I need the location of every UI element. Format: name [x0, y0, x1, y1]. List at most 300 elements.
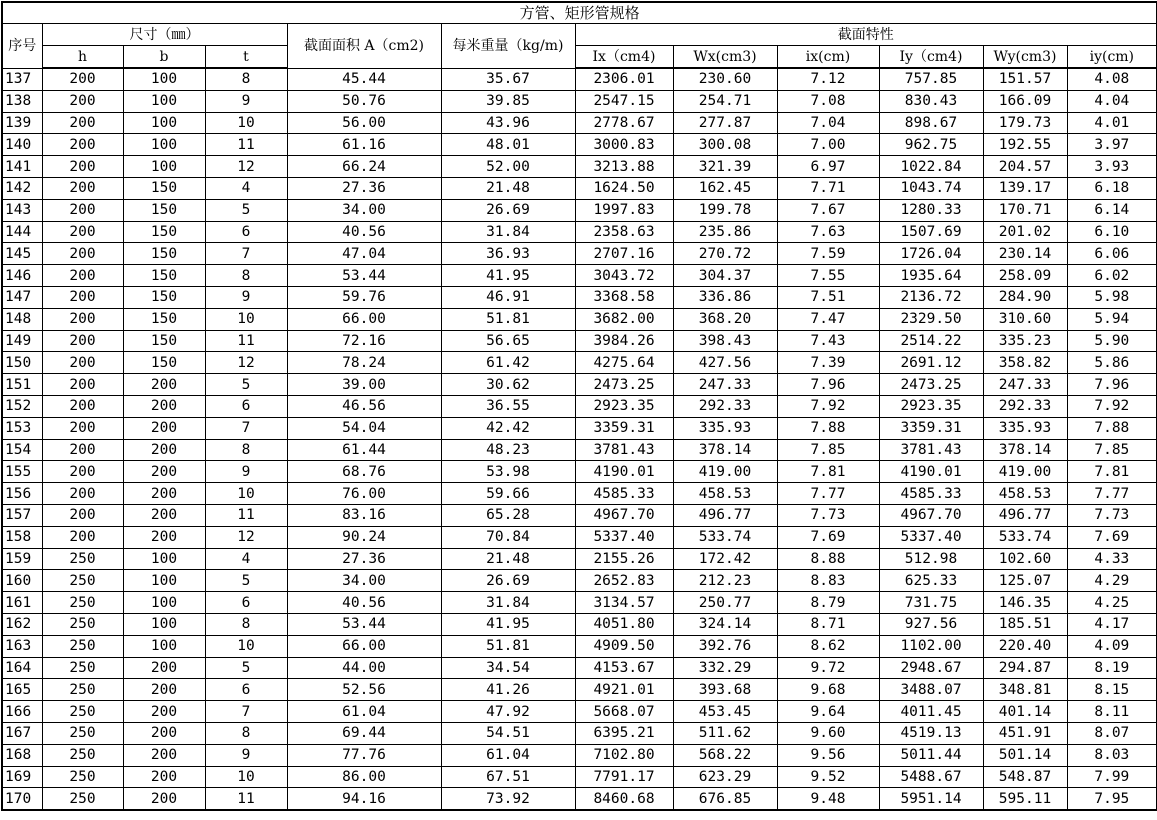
- cell-b: 150: [123, 286, 205, 308]
- cell-h: 250: [42, 548, 123, 570]
- cell-iy-radius: 7.88: [1067, 417, 1157, 439]
- cell-wx: 332.29: [673, 657, 777, 679]
- cell-t: 7: [205, 701, 287, 723]
- cell-seq: 140: [2, 134, 42, 156]
- cell-h: 250: [42, 613, 123, 635]
- cell-iy-radius: 4.09: [1067, 635, 1157, 657]
- cell-wy: 335.93: [983, 417, 1067, 439]
- cell-weight: 54.51: [441, 722, 575, 744]
- cell-ix-radius: 7.96: [777, 374, 879, 396]
- cell-b: 200: [123, 439, 205, 461]
- cell-h: 200: [42, 417, 123, 439]
- cell-iy-radius: 4.08: [1067, 68, 1157, 90]
- cell-ix-radius: 6.97: [777, 156, 879, 178]
- cell-iy-moment: 4011.45: [879, 701, 983, 723]
- cell-seq: 151: [2, 374, 42, 396]
- cell-h: 200: [42, 504, 123, 526]
- cell-ix-radius: 9.60: [777, 722, 879, 744]
- cell-ix-moment: 3984.26: [575, 330, 673, 352]
- cell-wx: 623.29: [673, 766, 777, 788]
- cell-wx: 300.08: [673, 134, 777, 156]
- table-row: [2, 286, 1157, 308]
- cell-ix-moment: 3134.57: [575, 592, 673, 614]
- cell-weight: 52.00: [441, 156, 575, 178]
- cell-h: 250: [42, 788, 123, 810]
- cell-seq: 152: [2, 395, 42, 417]
- cell-ix-moment: 1997.83: [575, 199, 673, 221]
- table-row: [2, 483, 1157, 505]
- table-row: [2, 504, 1157, 526]
- cell-iy-moment: 1043.74: [879, 177, 983, 199]
- cell-ix-moment: 7102.80: [575, 744, 673, 766]
- table-header: [2, 2, 1157, 68]
- cell-ix-moment: 2306.01: [575, 68, 673, 90]
- cell-weight: 56.65: [441, 330, 575, 352]
- cell-wx: 172.42: [673, 548, 777, 570]
- cell-weight: 51.81: [441, 308, 575, 330]
- table-row: [2, 657, 1157, 679]
- cell-iy-radius: 3.93: [1067, 156, 1157, 178]
- cell-b: 150: [123, 265, 205, 287]
- cell-iy-radius: 4.33: [1067, 548, 1157, 570]
- cell-weight: 35.67: [441, 68, 575, 90]
- cell-ix-radius: 7.69: [777, 526, 879, 548]
- cell-wx: 162.45: [673, 177, 777, 199]
- cell-h: 200: [42, 68, 123, 90]
- cell-t: 11: [205, 134, 287, 156]
- cell-ix-moment: 4921.01: [575, 679, 673, 701]
- cell-wx: 321.39: [673, 156, 777, 178]
- table-row: [2, 744, 1157, 766]
- cell-weight: 48.23: [441, 439, 575, 461]
- cell-iy-moment: 1507.69: [879, 221, 983, 243]
- cell-weight: 42.42: [441, 417, 575, 439]
- cell-t: 9: [205, 90, 287, 112]
- cell-ix-radius: 7.59: [777, 243, 879, 265]
- cell-wy: 247.33: [983, 374, 1067, 396]
- cell-h: 200: [42, 221, 123, 243]
- cell-area: 61.16: [287, 134, 441, 156]
- cell-t: 12: [205, 156, 287, 178]
- cell-iy-moment: 757.85: [879, 68, 983, 90]
- cell-wx: 335.93: [673, 417, 777, 439]
- cell-iy-radius: 5.94: [1067, 308, 1157, 330]
- cell-b: 100: [123, 548, 205, 570]
- cell-b: 100: [123, 613, 205, 635]
- cell-wx: 324.14: [673, 613, 777, 635]
- cell-area: 61.04: [287, 701, 441, 723]
- cell-wx: 511.62: [673, 722, 777, 744]
- cell-wy: 548.87: [983, 766, 1067, 788]
- cell-seq: 137: [2, 68, 42, 90]
- cell-iy-radius: 7.69: [1067, 526, 1157, 548]
- cell-wx: 496.77: [673, 504, 777, 526]
- cell-iy-moment: 1102.00: [879, 635, 983, 657]
- cell-ix-radius: 7.88: [777, 417, 879, 439]
- cell-iy-radius: 3.97: [1067, 134, 1157, 156]
- cell-wx: 336.86: [673, 286, 777, 308]
- cell-t: 5: [205, 199, 287, 221]
- cell-seq: 164: [2, 657, 42, 679]
- cell-ix-radius: 8.71: [777, 613, 879, 635]
- cell-iy-radius: 6.18: [1067, 177, 1157, 199]
- cell-ix-moment: 4190.01: [575, 461, 673, 483]
- header-section-group: 截面特性: [575, 24, 1157, 46]
- cell-area: 53.44: [287, 265, 441, 287]
- cell-area: 86.00: [287, 766, 441, 788]
- cell-b: 200: [123, 417, 205, 439]
- cell-ix-radius: 7.51: [777, 286, 879, 308]
- cell-iy-radius: 6.14: [1067, 199, 1157, 221]
- cell-area: 56.00: [287, 112, 441, 134]
- cell-b: 150: [123, 221, 205, 243]
- cell-area: 46.56: [287, 395, 441, 417]
- cell-wy: 595.11: [983, 788, 1067, 810]
- cell-b: 200: [123, 766, 205, 788]
- cell-h: 200: [42, 199, 123, 221]
- cell-iy-moment: 5337.40: [879, 526, 983, 548]
- cell-b: 100: [123, 156, 205, 178]
- cell-weight: 43.96: [441, 112, 575, 134]
- cell-weight: 51.81: [441, 635, 575, 657]
- cell-b: 200: [123, 657, 205, 679]
- header-wy: Wy(cm3): [983, 46, 1067, 69]
- table-row: [2, 635, 1157, 657]
- cell-ix-moment: 4585.33: [575, 483, 673, 505]
- cell-iy-radius: 5.98: [1067, 286, 1157, 308]
- cell-seq: 147: [2, 286, 42, 308]
- cell-iy-radius: 6.10: [1067, 221, 1157, 243]
- cell-t: 6: [205, 221, 287, 243]
- table-row: [2, 199, 1157, 221]
- cell-wy: 451.91: [983, 722, 1067, 744]
- cell-iy-moment: 3488.07: [879, 679, 983, 701]
- cell-t: 8: [205, 439, 287, 461]
- cell-area: 68.76: [287, 461, 441, 483]
- cell-weight: 34.54: [441, 657, 575, 679]
- cell-b: 100: [123, 570, 205, 592]
- cell-wx: 235.86: [673, 221, 777, 243]
- cell-weight: 61.04: [441, 744, 575, 766]
- cell-area: 66.00: [287, 308, 441, 330]
- cell-ix-moment: 2652.83: [575, 570, 673, 592]
- cell-iy-moment: 5951.14: [879, 788, 983, 810]
- cell-ix-radius: 7.12: [777, 68, 879, 90]
- cell-ix-moment: 4051.80: [575, 613, 673, 635]
- cell-ix-moment: 7791.17: [575, 766, 673, 788]
- cell-wy: 258.09: [983, 265, 1067, 287]
- cell-t: 8: [205, 68, 287, 90]
- cell-ix-moment: 2547.15: [575, 90, 673, 112]
- cell-ix-moment: 2923.35: [575, 395, 673, 417]
- cell-h: 200: [42, 177, 123, 199]
- cell-seq: 170: [2, 788, 42, 810]
- cell-weight: 26.69: [441, 199, 575, 221]
- cell-wy: 179.73: [983, 112, 1067, 134]
- cell-h: 200: [42, 112, 123, 134]
- cell-iy-moment: 2691.12: [879, 352, 983, 374]
- cell-h: 200: [42, 330, 123, 352]
- cell-area: 50.76: [287, 90, 441, 112]
- table-row: [2, 265, 1157, 287]
- cell-t: 7: [205, 417, 287, 439]
- cell-ix-moment: 3043.72: [575, 265, 673, 287]
- cell-area: 61.44: [287, 439, 441, 461]
- cell-seq: 167: [2, 722, 42, 744]
- cell-wy: 358.82: [983, 352, 1067, 374]
- header-area: 截面面积 A（cm2): [287, 24, 441, 69]
- cell-wx: 247.33: [673, 374, 777, 396]
- cell-b: 200: [123, 722, 205, 744]
- cell-wy: 401.14: [983, 701, 1067, 723]
- cell-weight: 65.28: [441, 504, 575, 526]
- cell-seq: 161: [2, 592, 42, 614]
- cell-wx: 270.72: [673, 243, 777, 265]
- cell-seq: 157: [2, 504, 42, 526]
- cell-iy-moment: 1935.64: [879, 265, 983, 287]
- table-row: [2, 548, 1157, 570]
- cell-t: 4: [205, 177, 287, 199]
- cell-wy: 294.87: [983, 657, 1067, 679]
- cell-weight: 31.84: [441, 221, 575, 243]
- cell-t: 10: [205, 308, 287, 330]
- table-row: [2, 417, 1157, 439]
- cell-iy-moment: 2948.67: [879, 657, 983, 679]
- cell-wy: 125.07: [983, 570, 1067, 592]
- cell-iy-moment: 4519.13: [879, 722, 983, 744]
- cell-wy: 230.14: [983, 243, 1067, 265]
- cell-wx: 230.60: [673, 68, 777, 90]
- table-row: [2, 526, 1157, 548]
- header-weight: 每米重量（kg/m): [441, 24, 575, 69]
- cell-h: 250: [42, 679, 123, 701]
- cell-area: 45.44: [287, 68, 441, 90]
- cell-seq: 166: [2, 701, 42, 723]
- cell-ix-moment: 2778.67: [575, 112, 673, 134]
- cell-area: 47.04: [287, 243, 441, 265]
- cell-b: 100: [123, 635, 205, 657]
- cell-iy-moment: 4967.70: [879, 504, 983, 526]
- cell-t: 10: [205, 483, 287, 505]
- cell-h: 250: [42, 570, 123, 592]
- cell-iy-moment: 898.67: [879, 112, 983, 134]
- cell-h: 250: [42, 635, 123, 657]
- cell-wy: 496.77: [983, 504, 1067, 526]
- cell-ix-radius: 9.68: [777, 679, 879, 701]
- cell-ix-radius: 9.64: [777, 701, 879, 723]
- table-row: [2, 68, 1157, 90]
- cell-iy-radius: 7.85: [1067, 439, 1157, 461]
- cell-iy-radius: 5.90: [1067, 330, 1157, 352]
- cell-b: 100: [123, 90, 205, 112]
- cell-area: 59.76: [287, 286, 441, 308]
- cell-ix-moment: 4909.50: [575, 635, 673, 657]
- cell-wx: 254.71: [673, 90, 777, 112]
- cell-ix-radius: 7.81: [777, 461, 879, 483]
- table-row: [2, 352, 1157, 374]
- cell-seq: 139: [2, 112, 42, 134]
- cell-b: 200: [123, 395, 205, 417]
- cell-ix-moment: 2358.63: [575, 221, 673, 243]
- cell-iy-moment: 2473.25: [879, 374, 983, 396]
- table-body: [2, 68, 1157, 810]
- cell-iy-moment: 3781.43: [879, 439, 983, 461]
- cell-wx: 392.76: [673, 635, 777, 657]
- cell-weight: 73.92: [441, 788, 575, 810]
- cell-wy: 284.90: [983, 286, 1067, 308]
- cell-area: 66.00: [287, 635, 441, 657]
- cell-t: 5: [205, 570, 287, 592]
- cell-t: 11: [205, 504, 287, 526]
- cell-b: 150: [123, 199, 205, 221]
- table-row: [2, 461, 1157, 483]
- cell-wx: 419.00: [673, 461, 777, 483]
- cell-h: 250: [42, 744, 123, 766]
- cell-t: 9: [205, 461, 287, 483]
- cell-seq: 146: [2, 265, 42, 287]
- cell-wy: 335.23: [983, 330, 1067, 352]
- cell-area: 94.16: [287, 788, 441, 810]
- cell-b: 100: [123, 134, 205, 156]
- cell-b: 200: [123, 483, 205, 505]
- cell-wx: 250.77: [673, 592, 777, 614]
- cell-area: 34.00: [287, 570, 441, 592]
- cell-b: 200: [123, 526, 205, 548]
- cell-t: 6: [205, 592, 287, 614]
- cell-wx: 199.78: [673, 199, 777, 221]
- cell-ix-moment: 5337.40: [575, 526, 673, 548]
- cell-area: 40.56: [287, 221, 441, 243]
- cell-t: 10: [205, 766, 287, 788]
- cell-h: 200: [42, 243, 123, 265]
- cell-seq: 162: [2, 613, 42, 635]
- cell-wy: 458.53: [983, 483, 1067, 505]
- table-row: [2, 308, 1157, 330]
- cell-iy-moment: 1726.04: [879, 243, 983, 265]
- cell-ix-radius: 8.79: [777, 592, 879, 614]
- cell-weight: 31.84: [441, 592, 575, 614]
- cell-ix-moment: 2155.26: [575, 548, 673, 570]
- cell-wx: 458.53: [673, 483, 777, 505]
- cell-weight: 41.26: [441, 679, 575, 701]
- table-row: [2, 177, 1157, 199]
- cell-area: 77.76: [287, 744, 441, 766]
- cell-seq: 169: [2, 766, 42, 788]
- cell-ix-radius: 7.39: [777, 352, 879, 374]
- cell-weight: 26.69: [441, 570, 575, 592]
- cell-wx: 212.23: [673, 570, 777, 592]
- cell-wy: 419.00: [983, 461, 1067, 483]
- cell-wy: 185.51: [983, 613, 1067, 635]
- cell-seq: 156: [2, 483, 42, 505]
- cell-iy-moment: 2514.22: [879, 330, 983, 352]
- cell-iy-radius: 6.06: [1067, 243, 1157, 265]
- header-size-group: 尺寸（㎜）: [42, 24, 287, 46]
- cell-wy: 533.74: [983, 526, 1067, 548]
- cell-weight: 36.55: [441, 395, 575, 417]
- cell-iy-radius: 7.77: [1067, 483, 1157, 505]
- cell-b: 150: [123, 352, 205, 374]
- cell-h: 200: [42, 526, 123, 548]
- cell-iy-radius: 8.07: [1067, 722, 1157, 744]
- header-iy-radius: iy(cm): [1067, 46, 1157, 69]
- table-row: [2, 134, 1157, 156]
- cell-wx: 676.85: [673, 788, 777, 810]
- cell-seq: 148: [2, 308, 42, 330]
- cell-iy-radius: 8.15: [1067, 679, 1157, 701]
- cell-weight: 47.92: [441, 701, 575, 723]
- cell-ix-moment: 5668.07: [575, 701, 673, 723]
- spec-table: [1, 1, 1157, 811]
- cell-ix-moment: 6395.21: [575, 722, 673, 744]
- cell-ix-radius: 7.43: [777, 330, 879, 352]
- cell-iy-radius: 7.95: [1067, 788, 1157, 810]
- cell-seq: 153: [2, 417, 42, 439]
- table-title: 方管、矩形管规格: [2, 2, 1157, 24]
- cell-area: 44.00: [287, 657, 441, 679]
- cell-wy: 378.14: [983, 439, 1067, 461]
- cell-wx: 277.87: [673, 112, 777, 134]
- cell-iy-moment: 3359.31: [879, 417, 983, 439]
- cell-seq: 163: [2, 635, 42, 657]
- cell-area: 83.16: [287, 504, 441, 526]
- cell-wy: 501.14: [983, 744, 1067, 766]
- cell-area: 78.24: [287, 352, 441, 374]
- header-seq: 序号: [2, 24, 42, 69]
- cell-seq: 160: [2, 570, 42, 592]
- cell-ix-moment: 4275.64: [575, 352, 673, 374]
- table-row: [2, 243, 1157, 265]
- cell-iy-radius: 5.86: [1067, 352, 1157, 374]
- cell-wx: 304.37: [673, 265, 777, 287]
- cell-t: 10: [205, 635, 287, 657]
- cell-ix-radius: 7.67: [777, 199, 879, 221]
- cell-h: 200: [42, 461, 123, 483]
- cell-weight: 41.95: [441, 613, 575, 635]
- cell-ix-moment: 2707.16: [575, 243, 673, 265]
- cell-t: 12: [205, 352, 287, 374]
- cell-seq: 149: [2, 330, 42, 352]
- cell-iy-radius: 4.25: [1067, 592, 1157, 614]
- cell-seq: 159: [2, 548, 42, 570]
- cell-h: 200: [42, 308, 123, 330]
- cell-h: 200: [42, 352, 123, 374]
- cell-h: 250: [42, 701, 123, 723]
- cell-iy-radius: 4.01: [1067, 112, 1157, 134]
- cell-iy-moment: 5488.67: [879, 766, 983, 788]
- cell-wy: 204.57: [983, 156, 1067, 178]
- cell-t: 12: [205, 526, 287, 548]
- cell-seq: 138: [2, 90, 42, 112]
- cell-seq: 165: [2, 679, 42, 701]
- cell-ix-radius: 7.71: [777, 177, 879, 199]
- cell-iy-radius: 8.03: [1067, 744, 1157, 766]
- cell-weight: 61.42: [441, 352, 575, 374]
- cell-iy-moment: 927.56: [879, 613, 983, 635]
- table-row: [2, 592, 1157, 614]
- cell-weight: 21.48: [441, 177, 575, 199]
- cell-t: 6: [205, 395, 287, 417]
- cell-t: 7: [205, 243, 287, 265]
- cell-b: 100: [123, 112, 205, 134]
- cell-weight: 41.95: [441, 265, 575, 287]
- cell-ix-radius: 9.52: [777, 766, 879, 788]
- cell-ix-moment: 1624.50: [575, 177, 673, 199]
- cell-iy-radius: 4.17: [1067, 613, 1157, 635]
- table-row: [2, 722, 1157, 744]
- cell-iy-moment: 830.43: [879, 90, 983, 112]
- cell-iy-radius: 8.19: [1067, 657, 1157, 679]
